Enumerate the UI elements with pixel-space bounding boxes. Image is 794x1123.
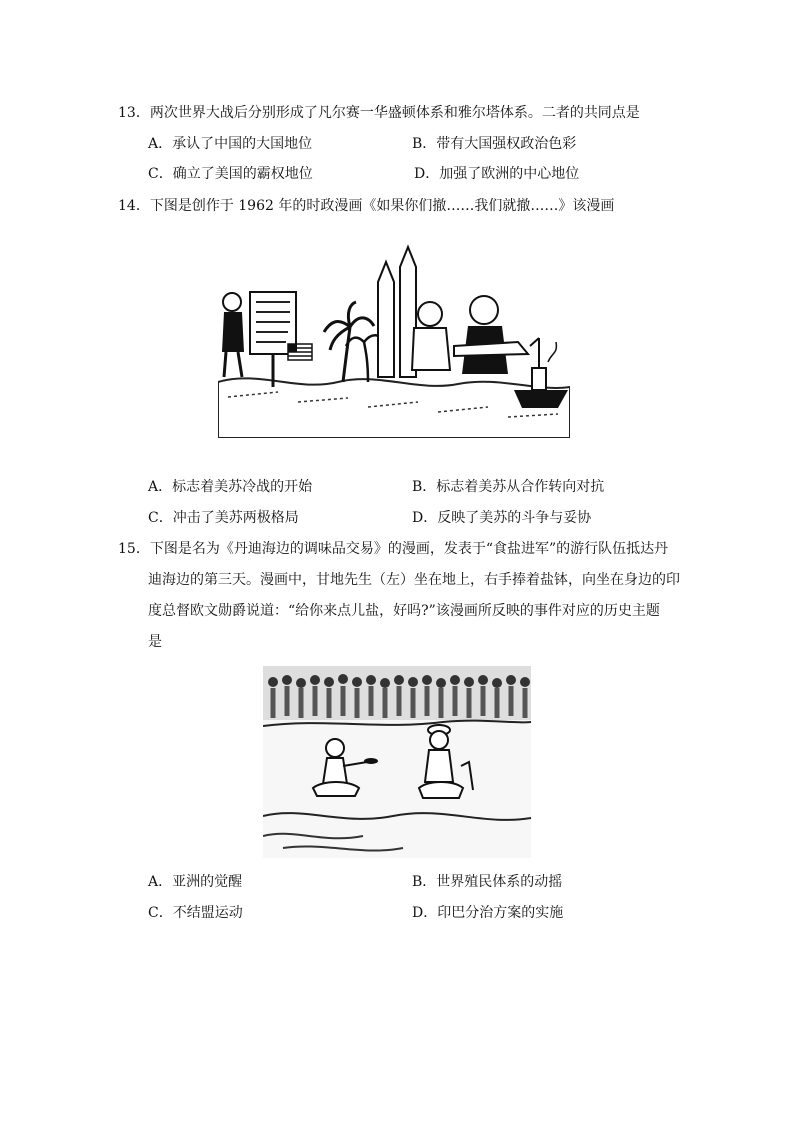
q15-option-b: B．世界殖民体系的动摇 — [412, 874, 563, 890]
q15-option-d: D．印巴分治方案的实施 — [412, 905, 564, 921]
q14-option-c: C．冲击了美苏两极格局 — [148, 510, 299, 526]
q14-option-d: D．反映了美苏的斗争与妥协 — [412, 510, 592, 526]
cold-war-cartoon-image — [218, 242, 570, 438]
salt-march-cartoon-image — [263, 666, 531, 858]
q15-stem-line-3: 度总督欧文勋爵说道：“给你来点儿盐，好吗?”该漫画所反映的事件对应的历史主题 — [148, 603, 660, 619]
q15-option-c: C．不结盟运动 — [148, 905, 243, 921]
q15-option-a: A．亚洲的觉醒 — [148, 874, 243, 890]
q14-stem: 14．下图是创作于 1962 年的时政漫画《如果你们撤……我们就撤……》该漫画 — [118, 198, 615, 214]
q13-stem: 13．两次世界大战后分别形成了凡尔赛一华盛顿体系和雅尔塔体系。二者的共同点是 — [118, 105, 640, 121]
q13-option-b: B．带有大国强权政治色彩 — [412, 136, 577, 152]
q14-option-a: A．标志着美苏冷战的开始 — [148, 479, 313, 495]
q14-option-b: B．标志着美苏从合作转向对抗 — [412, 479, 605, 495]
q15-stem-line-2: 迪海边的第三天。漫画中，甘地先生（左）坐在地上，右手捧着盐钵，向坐在身边的印 — [148, 572, 680, 588]
cold-war-cartoon-drawing — [218, 242, 570, 438]
q13-option-c: C．确立了美国的霸权地位 — [148, 166, 313, 182]
q15-stem-line-4: 是 — [148, 634, 162, 650]
q15-stem-line-1: 15．下图是名为《丹迪海边的调味品交易》的漫画，发表于“食盐进军”的游行队伍抵达丹 — [118, 541, 669, 557]
salt-march-cartoon-drawing — [263, 666, 531, 858]
q13-option-d: D．加强了欧洲的中心地位 — [414, 166, 580, 182]
q13-option-a: A．承认了中国的大国地位 — [148, 136, 313, 152]
